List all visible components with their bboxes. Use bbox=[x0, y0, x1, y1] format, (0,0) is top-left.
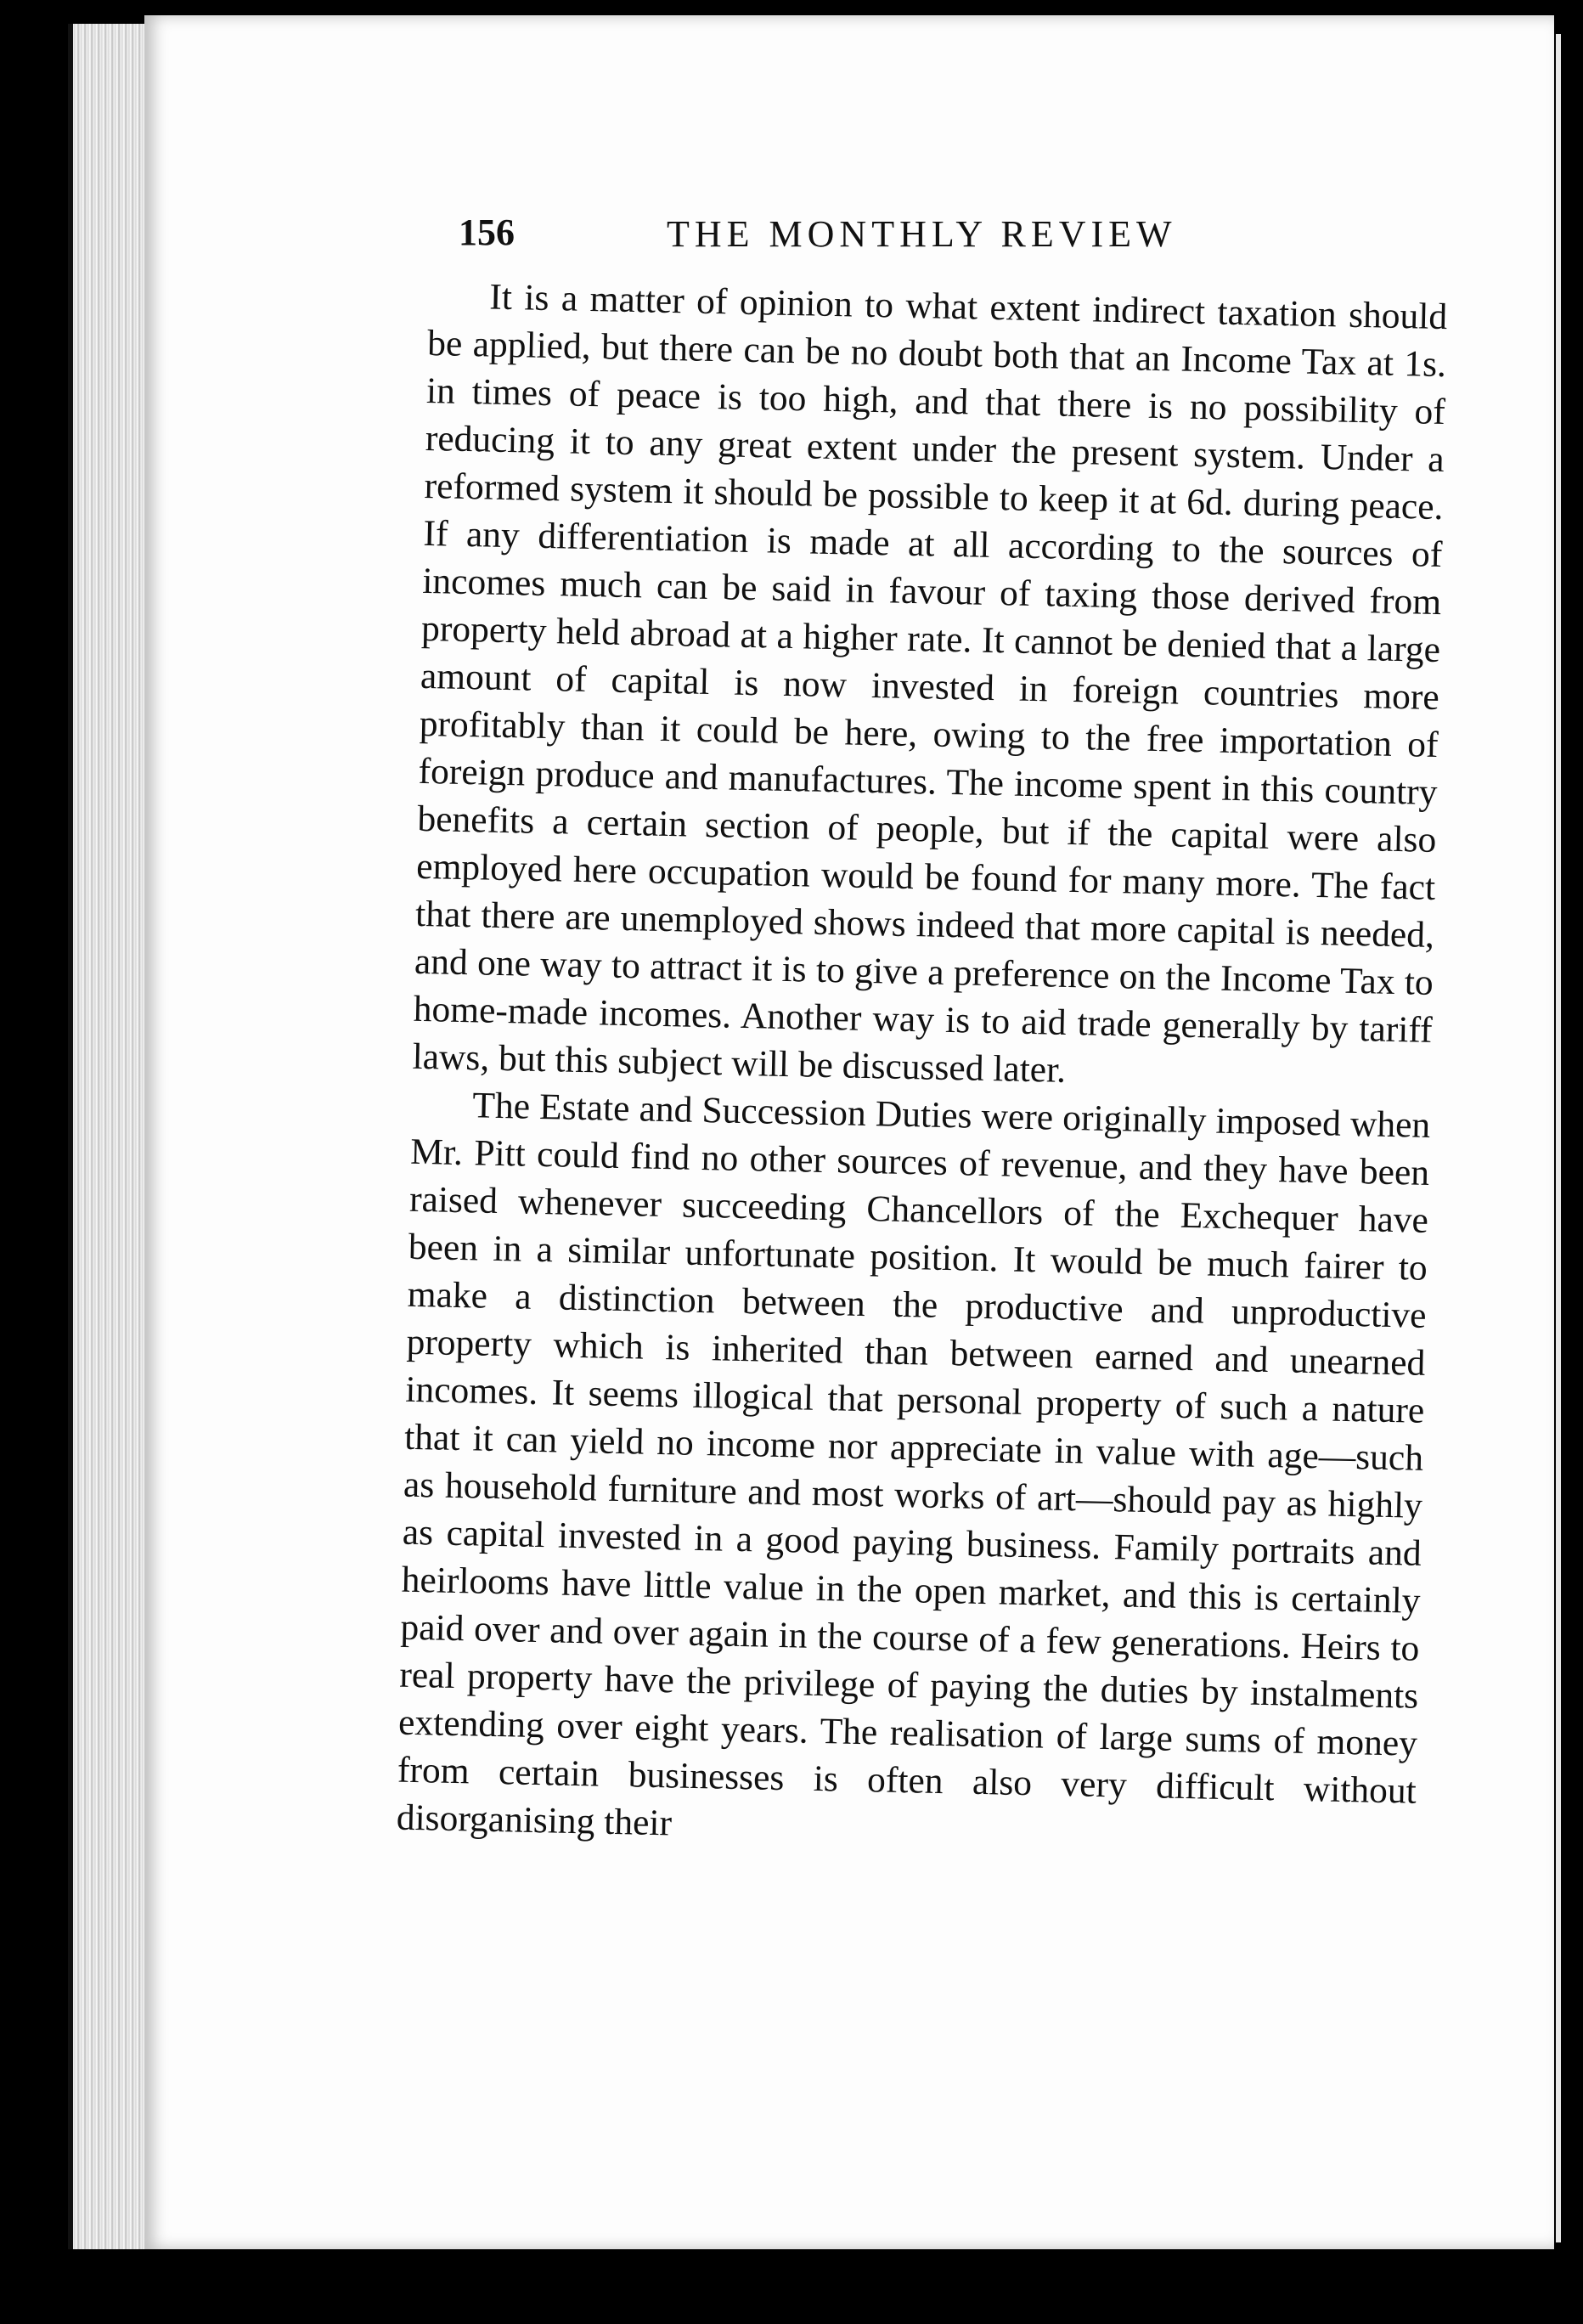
body-text bbox=[396, 272, 1447, 1863]
page-right-edge bbox=[1556, 34, 1561, 2242]
paragraph-estate-duties: The Estate and Succession Duties were originally imposed when Mr. Pitt could find no other sources of revenue, and they have been raised whenever succeeding Chancellors of the Exchequer have been in a similar unfortunate position. It would be much fairer to make a distinction between the productive and unproductive property which is inherited than between earned and unearned incomes. It seems illogical that personal property of such a nature that it can yield no income nor appreciate in value with age—such as household furniture and most works of art—should pay as highly as capital invested in a good paying business. Family portraits and heirlooms have little value in the open market, and this is certainly paid over and over again in the course of a few generations. Heirs to real property have the privilege of paying the duties by instalments extending over eight years. The realisation of large sums of money from certain businesses is often also very difficult without disorganising their bbox=[396, 1085, 1431, 1844]
page-header bbox=[459, 211, 1274, 270]
running-title: THE MONTHLY REVIEW bbox=[667, 213, 1177, 255]
paragraph-income-tax: It is a matter of opinion to what extent indirect taxation should be applied, but there can be no doubt both that an Income Tax at 1s. in times of peace is too high, and that there is no possibility of reducing it to any great extent under the present system. Under a reformed system it should be possible to keep it at 6d. during peace. If any differentiation is made at all according to the sources of incomes much can be said in favour of taxing those derived from property held abroad at a higher rate. It cannot be denied that a large amount of capital is now invested in foreign countries more profitably than it could be here, owing to the free importation of foreign produce and manufactures. The income spent in this country benefits a certain section of people, but if the capital were also employed here occupation would be found for many more. The fact that there are unemployed shows indeed that more capital is needed, and one way to attract it is to give a preference on the Income Tax to home-made incomes. Another way is to aid trade generally by tariff laws, but this subject will be discussed later. bbox=[412, 276, 1448, 1091]
page-number: 156 bbox=[459, 212, 515, 253]
